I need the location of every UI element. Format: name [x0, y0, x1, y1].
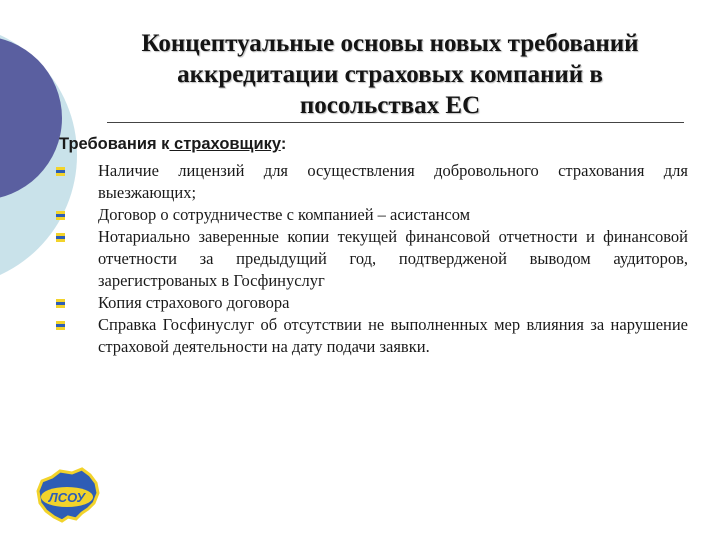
slide-title [60, 28, 720, 121]
title-line-1: Концептуальные основы новых требований [141, 30, 639, 57]
title-line-2: аккредитации страховых компаний в [177, 61, 603, 88]
bullet-icon [56, 321, 65, 330]
heading-suffix: : [280, 135, 287, 153]
list-item [98, 292, 688, 314]
list-item [98, 204, 688, 226]
bullet-icon [56, 233, 65, 242]
bullet-icon [56, 167, 65, 176]
title-line-3: посольствах ЕС [299, 92, 481, 119]
lsou-logo-icon [32, 461, 102, 531]
list-item [98, 314, 688, 358]
list-item [98, 226, 688, 292]
requirements-heading [59, 135, 286, 154]
bullet-icon [56, 299, 65, 308]
list-item [98, 160, 688, 204]
list-item-text: Копия страхового договора [98, 293, 290, 312]
list-item-text: Наличие лицензий для осуществления добровольного страхования для выезжающих; [98, 161, 688, 202]
logo-text: ЛСОУ [48, 490, 86, 505]
heading-prefix: Требования к [59, 135, 170, 153]
list-item-text: Справка Госфинуслуг об отсутствии не выполненных мер влияния за нарушение страховой деятельности на дату подачи заявки. [98, 315, 688, 356]
list-item-text: Договор о сотрудничестве с компанией – асистансом [98, 205, 471, 224]
title-underline-rule [107, 122, 684, 123]
requirements-list [98, 160, 688, 358]
bullet-icon [56, 211, 65, 220]
heading-underlined-word: страховщику [169, 135, 281, 153]
list-item-text: Нотариально заверенные копии текущей финансовой отчетности и финансовой отчетности за предыдущий год, подтвердженой выводом аудиторов, зарегистрованых в Госфинуслуг [98, 227, 688, 290]
